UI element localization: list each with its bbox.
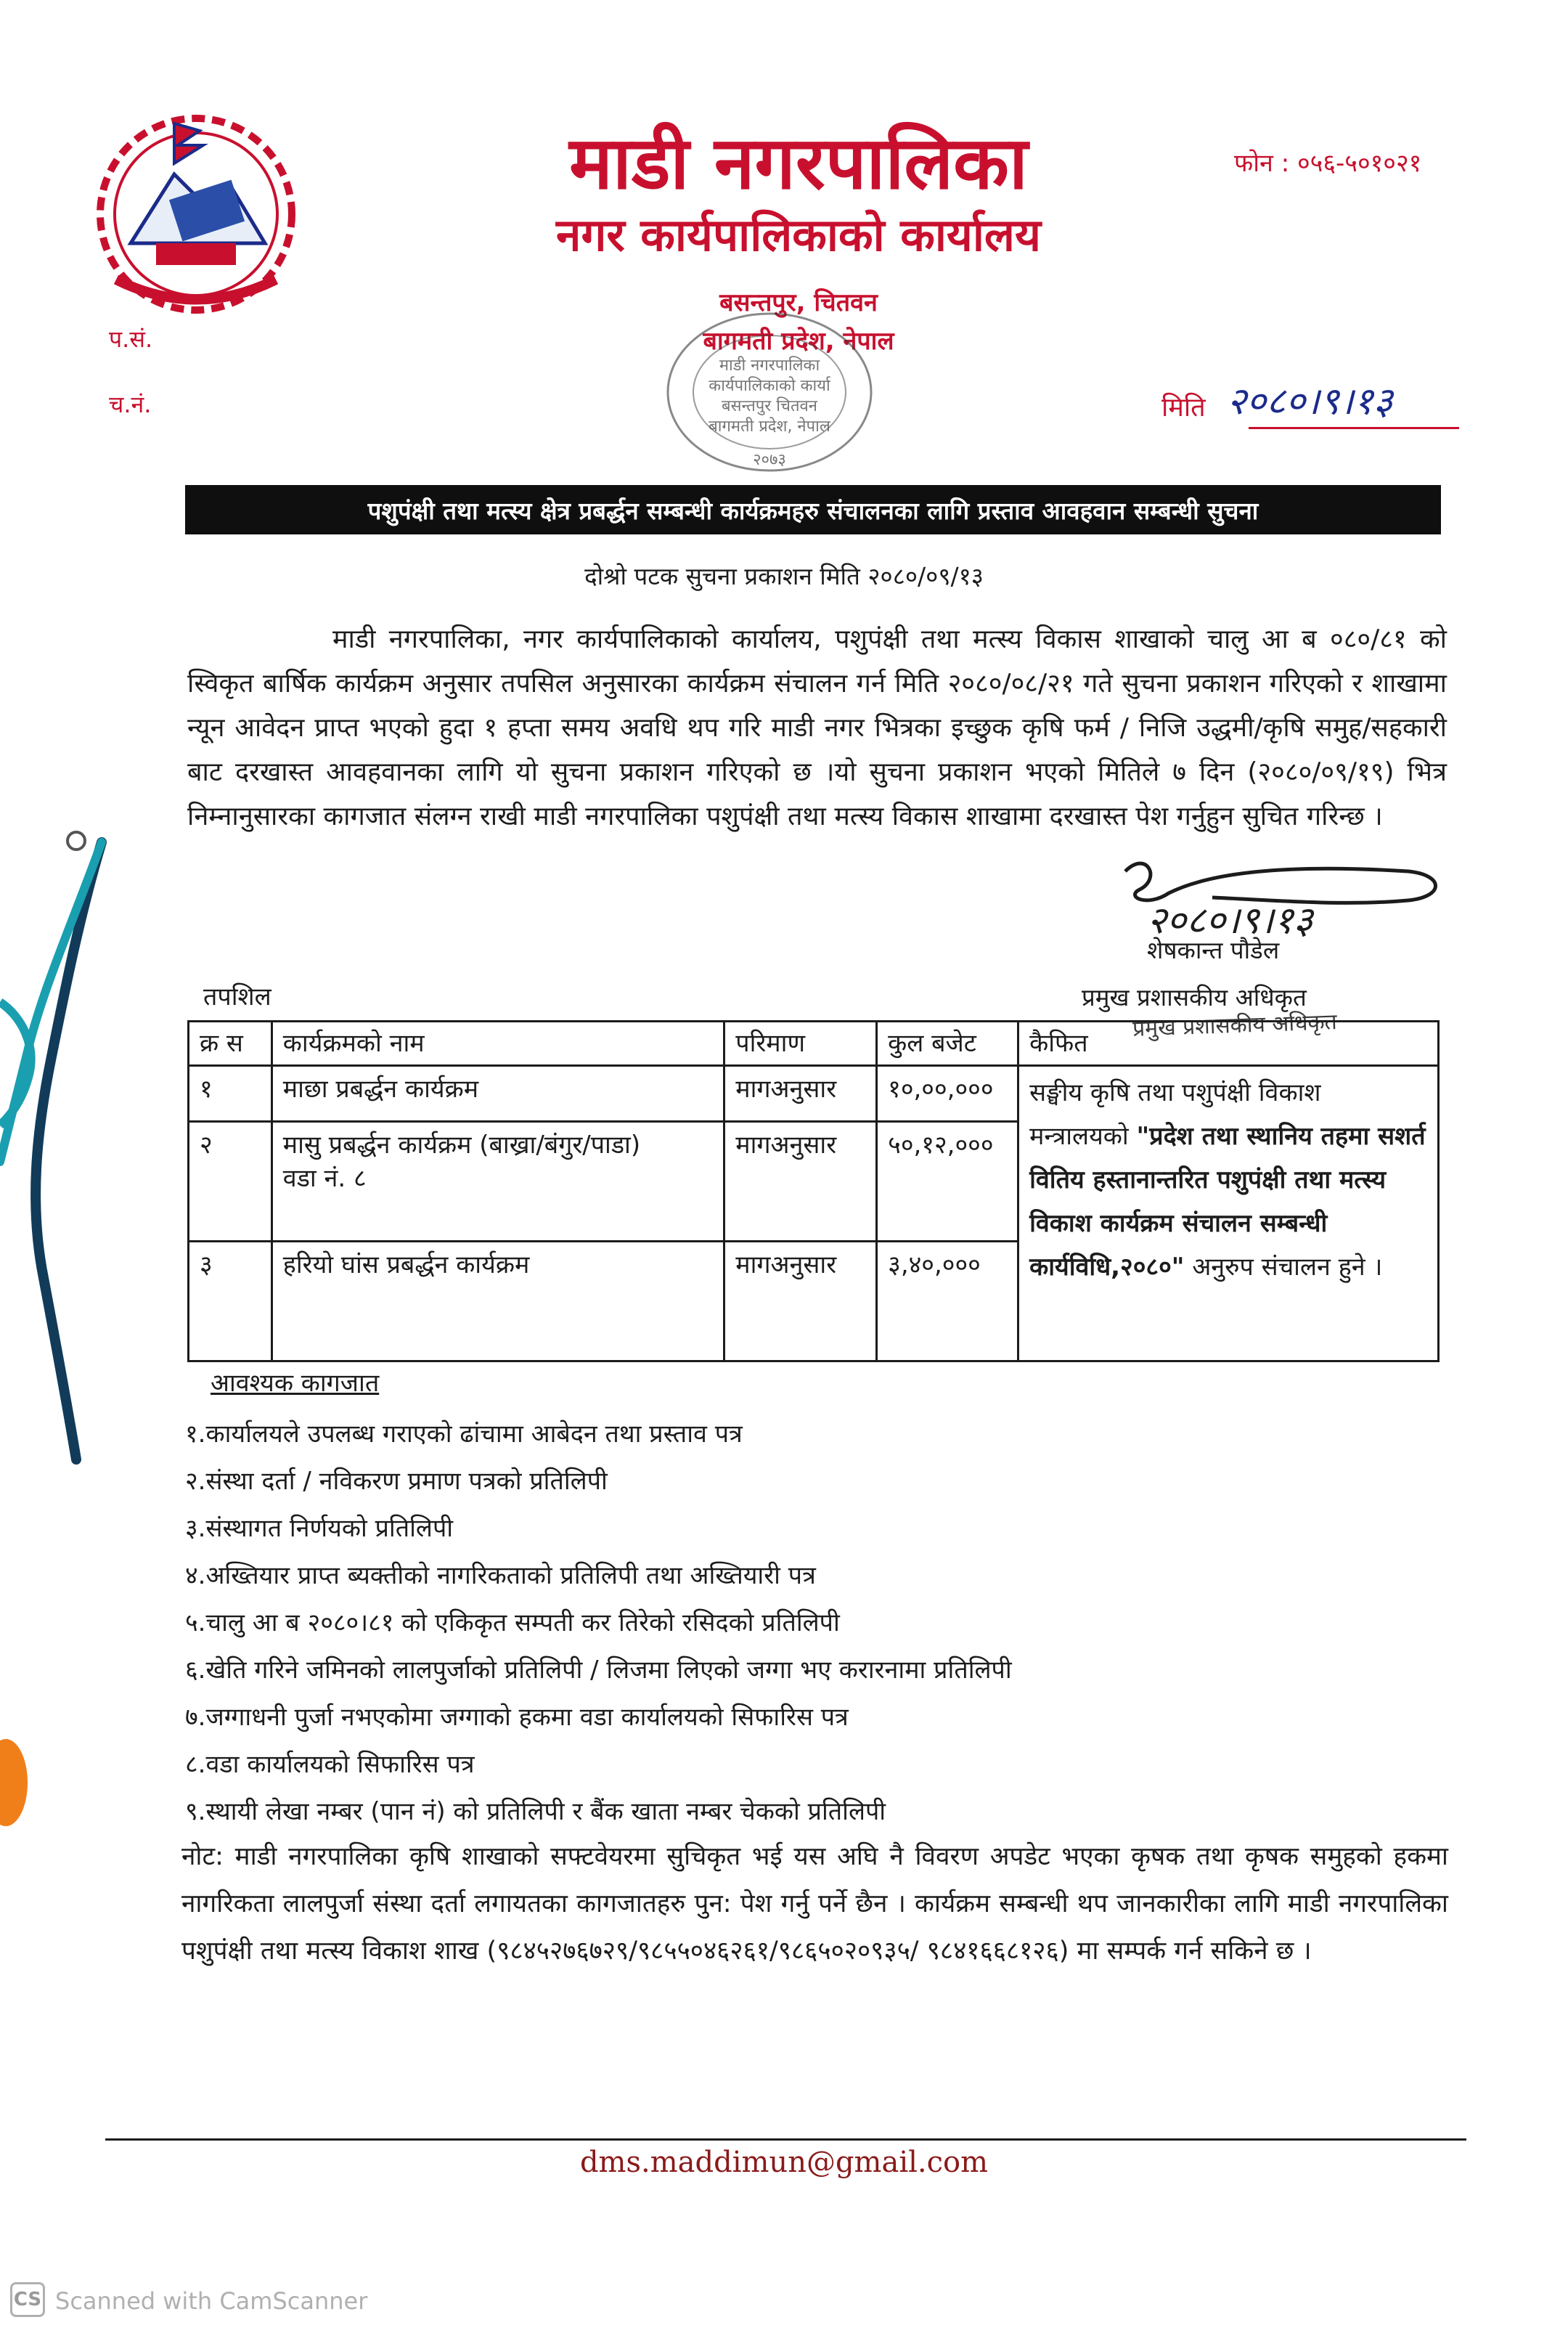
remarks-part-1: सङ्घीय कृषि तथा पशुपंक्षी विकाश मन्त्रालयको	[1029, 1078, 1321, 1151]
camscanner-logo-icon: CS	[10, 2282, 45, 2317]
row-quantity: मागअनुसार	[724, 1122, 877, 1242]
row-quantity: मागअनुसार	[724, 1242, 877, 1361]
list-item: ९.स्थायी लेखा नम्बर (पान नं) को प्रतिलिपी र बैंक खाता नम्बर चेकको प्रतिलिपी	[185, 1797, 886, 1826]
row-quantity: मागअनुसार	[724, 1066, 877, 1122]
row-budget: १०,००,०००	[877, 1066, 1018, 1122]
signer-name: शेषकान्त पौडेल	[1147, 936, 1280, 964]
list-item: २.संस्था दर्ता / नविकरण प्रमाण पत्रको प्रतिलिपी	[185, 1467, 608, 1496]
scanner-watermark: Scanned with CamScanner	[55, 2287, 368, 2315]
table-row	[189, 1066, 1439, 1122]
office-name: नगर कार्यपालिकाको कार्यालय	[556, 208, 1041, 261]
list-item: ६.खेति गरिने जमिनको लालपुर्जाको प्रतिलिपी / लिजमा लिएको जग्गा भए करारनामा प्रतिलिपी	[185, 1656, 1012, 1685]
remarks-bold: "प्रदेश तथा स्थानिय तहमा सशर्त वितिय हस्तानान्तरित पशुपंक्षी तथा मत्स्य विकाश कार्यक्रम संचालन सम्बन्धी कार्यविधि,२०८०"	[1029, 1122, 1426, 1282]
orange-tag-decoration	[0, 1735, 29, 1830]
row-program-name	[271, 1122, 724, 1242]
list-item: ७.जग्गाधनी पुर्जा नभएकोमा जग्गाको हकमा वडा कार्यालयको सिफारिस पत्र	[185, 1703, 849, 1732]
signer-title: प्रमुख प्रशासकीय अधिकृत	[1082, 983, 1307, 1011]
date-underline	[1249, 427, 1459, 429]
documents-heading: आवश्यक कागजात	[211, 1369, 380, 1398]
row-budget: ३,४०,०००	[877, 1242, 1018, 1361]
list-item: ८.वडा कार्यालयको सिफारिस पत्र	[185, 1750, 475, 1779]
col-quantity: परिमाण	[724, 1022, 877, 1066]
row-program-name: माछा प्रबर्द्धन कार्यक्रम	[271, 1066, 724, 1122]
office-seal-stamp	[653, 305, 886, 479]
ps-label: प.सं.	[109, 325, 153, 353]
binding-string-decoration	[0, 828, 116, 1481]
organization-name: माडी नगरपालिका	[569, 121, 1028, 205]
stamp-year: २०७३	[753, 451, 786, 469]
col-program-name: कार्यक्रमको नाम	[271, 1022, 724, 1066]
documents-list	[185, 1412, 1012, 1837]
table-header-row	[189, 1022, 1439, 1066]
row-budget: ५०,१२,०००	[877, 1122, 1018, 1242]
notice-title-bar	[185, 485, 1441, 534]
note-paragraph: नोट: माडी नगरपालिका कृषि शाखाको सफ्टवेयरमा सुचिकृत भई यस अघि नै विवरण अपडेट भएका कृषक तथा कृषक समुहको हकमा नागरिकता लालपुर्जा संस्था दर्ता लगायतका कागजातहरु पुन: पेश गर्नु पर्ने छैन । कार्यक्रम सम्बन्धी थप जानकारीका लागि माडी नगरपालिका पशुपंक्षी तथा मत्स्य विकाश शाख (९८४५२७६७२९/९८५५०४६२६१/९८६५०२०९३५/ ९८४१६६८१२६) मा सम्पर्क गर्न सकिने छ ।	[181, 1842, 1448, 1966]
remarks-cell	[1018, 1066, 1439, 1361]
notice-title: पशुपंक्षी तथा मत्स्य क्षेत्र प्रबर्द्धन सम्बन्धी कार्यक्रमहरु संचालनका लागि प्रस्ताव आवहवान सम्बन्धी सुचना	[367, 496, 1259, 525]
address-line-2: बागमती प्रदेश, नेपाल	[703, 327, 894, 356]
nepal-government-emblem	[87, 109, 305, 319]
address-line-1: बसन्तपुर, चितवन	[719, 288, 878, 317]
program-table	[187, 1020, 1440, 1362]
row-sn: २	[189, 1122, 272, 1242]
list-item: १.कार्यालयले उपलब्ध गराएको ढांचामा आबेदन तथा प्रस्ताव पत्र	[185, 1420, 743, 1449]
cn-label: च.नं.	[109, 391, 152, 418]
stamp-line-2: कार्यपालिकाको कार्या	[709, 377, 830, 395]
row-program-name-line2: वडा नं. ८	[282, 1164, 367, 1193]
table-heading: तपशिल	[203, 982, 271, 1011]
list-item: ४.अख्तियार प्राप्त ब्यक्तीको नागरिकताको प्रतिलिपी तथा अख्तियारी पत्र	[185, 1561, 816, 1590]
col-budget: कुल बजेट	[877, 1022, 1018, 1066]
list-item: ५.चालु आ ब २०८०।८१ को एकिकृत सम्पती कर तिरेको रसिदको प्रतिलिपी	[185, 1608, 840, 1637]
stamp-line-3: बसन्तपुर चितवन	[722, 397, 817, 415]
row-sn: १	[189, 1066, 272, 1122]
col-remarks: कैफित	[1018, 1022, 1439, 1066]
remarks-part-2: अनुरुप संचालन हुने ।	[1192, 1253, 1383, 1282]
stamp-line-4: बागमती प्रदेश, नेपाल	[709, 418, 830, 436]
row-program-name-line1: मासु प्रबर्द्धन कार्यक्रम (बाख्रा/बंगुर/पाडा)	[282, 1131, 641, 1160]
col-sn: क्र स	[189, 1022, 272, 1066]
list-item: ३.संस्थागत निर्णयको प्रतिलिपी	[185, 1514, 454, 1543]
notice-body: माडी नगरपालिका, नगर कार्यपालिकाको कार्यालय, पशुपंक्षी तथा मत्स्य विकास शाखाको चालु आ ब ०८०/८१ को स्विकृत बार्षिक कार्यक्रम अनुसार तपसिल अनुसारका कार्यक्रम संचालन गर्न मिति २०८०/०८/२१ गते सुचना प्रकाशन गरिएको र शाखामा न्यून आवेदन प्राप्त भएको हुदा १ हप्ता समय अवधि थप गरि माडी नगर भित्रका इच्छुक कृषि फर्म / निजि उद्धमी/कृषि समुह/सहकारी बाट दरखास्त आवहवानका लागि यो सुचना प्रकाशन गरिएको छ ।यो सुचना प्रकाशन भएको मितिले ७ दिन (२०८०/०९/१९) भित्र निम्नानुसारका कागजात संलग्न राखी माडी नगरपालिका पशुपंक्षी तथा मत्स्य विकास शाखामा दरखास्त पेश गर्नुहुन सुचित गरिन्छ ।	[187, 624, 1447, 831]
footer-email: dms.maddimun@gmail.com	[579, 2146, 989, 2179]
row-program-name: हरियो घांस प्रबर्द्धन कार्यक्रम	[271, 1242, 724, 1361]
row-sn: ३	[189, 1242, 272, 1361]
stamp-line-1: माडी नगरपालिका	[719, 357, 820, 375]
signature-date: २०८०।९।१३	[1147, 899, 1313, 942]
notice-subtitle: दोश्रो पटक सुचना प्रकाशन मिति २०८०/०९/१३	[584, 562, 984, 590]
date-label: मिति	[1161, 393, 1206, 423]
footer-divider	[105, 2138, 1466, 2141]
phone-number: फोन : ०५६-५०१०२१	[1234, 149, 1422, 178]
date-value: २०८०।९।१३	[1227, 380, 1393, 423]
signer-title-handwritten: प्रमुख प्रशासकीय अधिकृत	[1132, 1009, 1338, 1042]
